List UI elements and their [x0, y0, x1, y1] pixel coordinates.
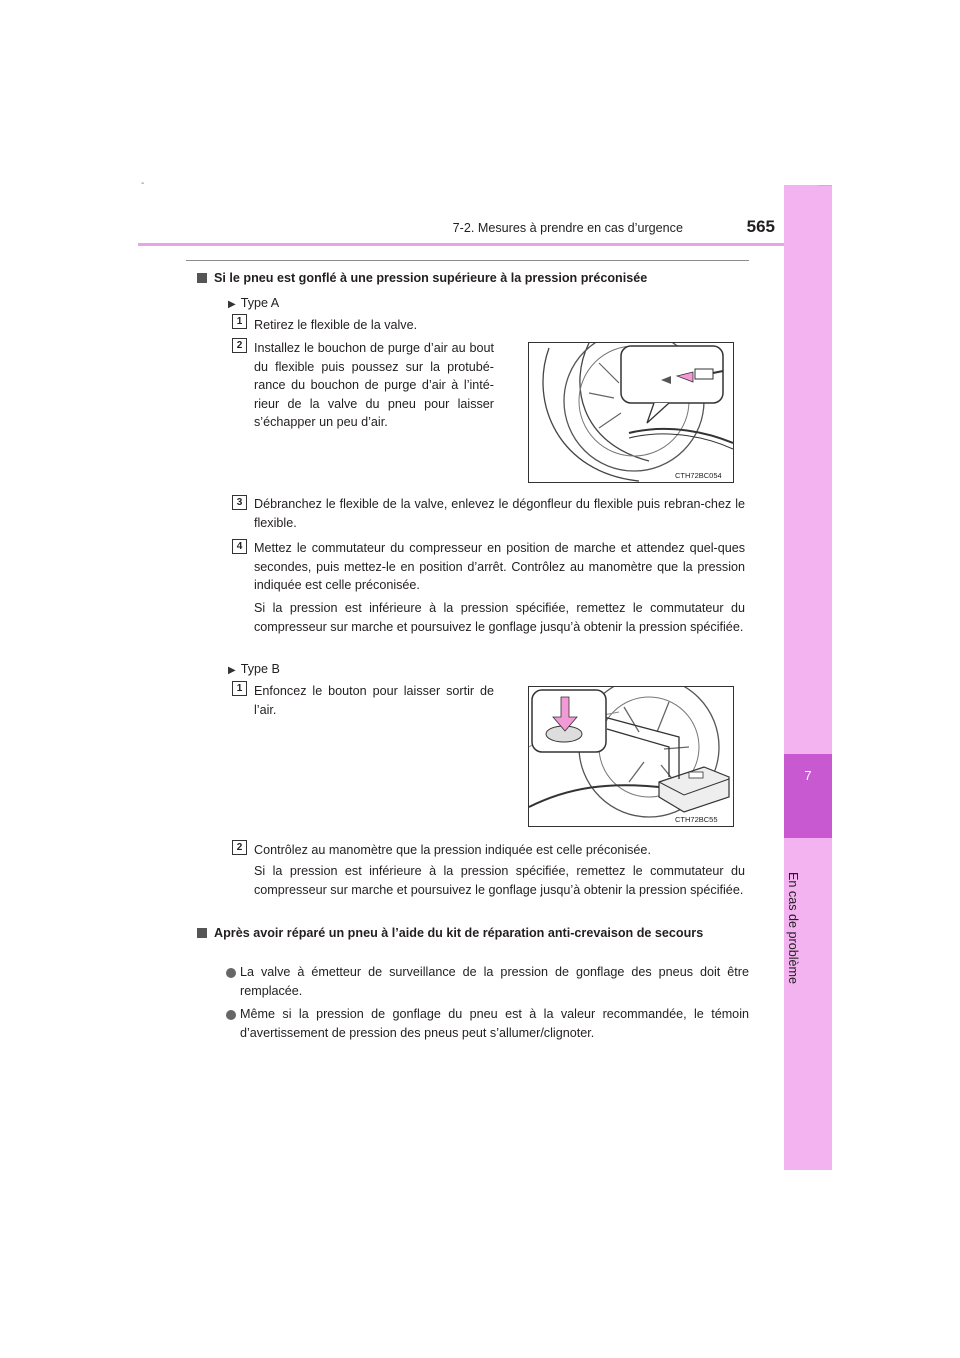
chapter-title-text: En cas de problème — [786, 872, 800, 985]
bullet-text: La valve à émetteur de surveillance de la pression de gonflage des pneus doit être remplacée. — [240, 965, 749, 998]
tire-valve-illustration — [529, 343, 733, 482]
chapter-title — [786, 872, 826, 1062]
round-bullet-icon — [226, 1010, 236, 1020]
section-heading-2-text: Après avoir réparé un pneu à l’aide du kit de réparation anti-crevaison de secours — [214, 926, 704, 940]
page-number: 565 — [746, 217, 775, 236]
step-number-badge: 3 — [232, 495, 247, 510]
triangle-right-icon: ▶ — [228, 299, 236, 310]
content-rule — [186, 260, 749, 261]
triangle-right-icon: ▶ — [228, 665, 236, 676]
step-text: Mettez le commutateur du compresseur en position de marche et attendez quel-ques secondes, puis mettez-le en position d’arrêt. Contrôlez au manomètre que la pression indiquée est celle préconisée. — [254, 541, 745, 593]
header-mark: - — [141, 178, 145, 189]
chapter-number: 7 — [804, 768, 812, 783]
figure-code: CTH72BC55 — [675, 815, 718, 824]
type-b-label — [228, 660, 280, 681]
step-text: Retirez le flexible de la valve. — [254, 318, 418, 332]
bullet-text: Même si la pression de gonflage du pneu est à la valeur recommandée, le témoin d’avertissement de pression des pneus peut s’allumer/clignoter. — [240, 1007, 749, 1040]
tab-rule — [818, 185, 832, 186]
step-note: Si la pression est inférieure à la pression spécifiée, remettez le commutateur du compresseur sur marche et poursuivez le gonflage jusqu’à obtenir la pression spécifiée. — [254, 864, 745, 897]
step-text: Contrôlez au manomètre que la pression indiquée est celle préconisée. — [254, 843, 651, 857]
section-heading-1 — [214, 269, 749, 288]
type-a-text: Type A — [240, 296, 280, 310]
section-title: 7-2. Mesures à prendre en cas d’urgence — [452, 221, 683, 235]
step-text: Enfoncez le bouton pour laisser sortir de l’air. — [254, 684, 494, 717]
step-number-badge: 4 — [232, 539, 247, 554]
step-text: Installez le bouchon de purge d’air au bout du flexible puis poussez sur la protubé-rance du bouchon de purge d’air à l’inté-rieur de la valve du pneu pour laisser s’échapper un peu d’air. — [254, 341, 494, 430]
square-bullet-icon — [197, 928, 207, 938]
step-text: Débranchez le flexible de la valve, enlevez le dégonfleur du flexible puis rebran-chez le flexible. — [254, 497, 745, 530]
header-rule — [138, 243, 832, 246]
round-bullet-icon — [226, 968, 236, 978]
step-note: Si la pression est inférieure à la pression spécifiée, remettez le commutateur du compresseur sur marche et poursuivez le gonflage jusqu’à obtenir la pression spécifiée. — [254, 601, 745, 634]
step-number-badge: 1 — [232, 314, 247, 329]
type-a-label — [228, 294, 279, 315]
figure-type-a — [528, 342, 734, 483]
step-number-badge: 1 — [232, 681, 247, 696]
section-heading-2 — [214, 924, 749, 943]
step-number-badge: 2 — [232, 338, 247, 353]
compressor-illustration — [529, 687, 733, 826]
figure-code: CTH72BC054 — [675, 471, 722, 480]
step-number-badge: 2 — [232, 840, 247, 855]
figure-type-b — [528, 686, 734, 827]
type-b-text: Type B — [240, 662, 280, 676]
section-heading-1-text: Si le pneu est gonflé à une pression supérieure à la pression préconisée — [214, 271, 648, 285]
chapter-number-box[interactable] — [784, 754, 832, 838]
square-bullet-icon — [197, 273, 207, 283]
